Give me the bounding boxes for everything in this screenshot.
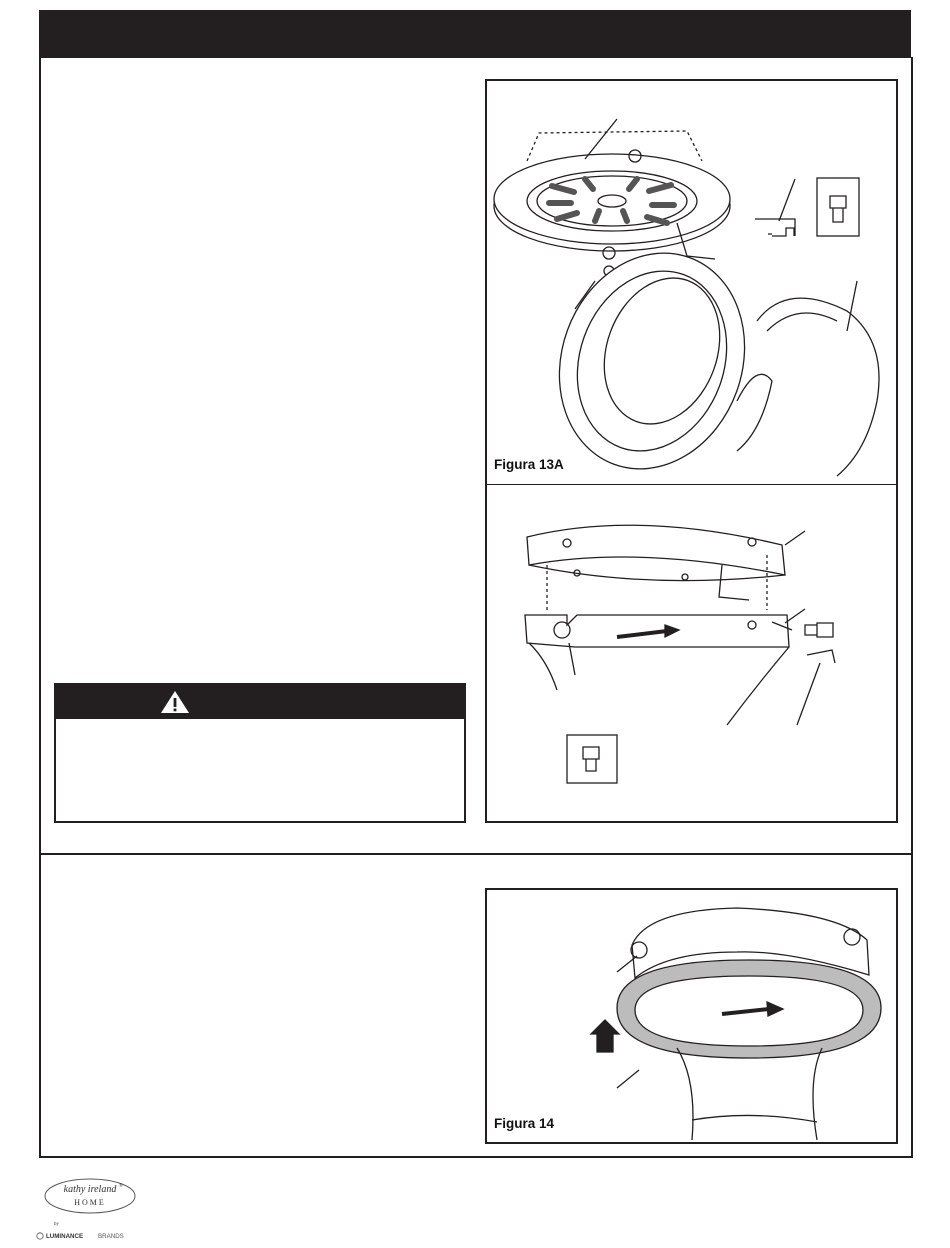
logo-brand-bold: LUMINANCE <box>46 1233 84 1240</box>
figure-14-label: Figura 14 <box>494 1116 555 1131</box>
page-header-bar <box>39 10 911 58</box>
logo-line2: HOME <box>74 1198 106 1207</box>
logo-by: by <box>54 1222 59 1227</box>
logo-brand-light: BRANDS <box>98 1233 124 1240</box>
section-divider <box>39 853 913 855</box>
warning-box <box>54 683 466 823</box>
logo-line1: kathy ireland <box>63 1184 117 1195</box>
warning-header <box>56 685 464 719</box>
figure-14-illustration <box>487 890 896 1142</box>
kathy-ireland-home-logo <box>28 1176 140 1240</box>
figure-14-panel <box>485 888 898 1144</box>
figure-13a-label: Figura 13A <box>494 457 564 472</box>
logo-registered: ® <box>119 1184 123 1189</box>
luminance-icon <box>37 1233 43 1239</box>
figure-13a-illustration <box>487 81 896 484</box>
figure-13b-illustration <box>487 485 896 819</box>
figure-13-panel <box>485 79 898 823</box>
warning-triangle-icon <box>160 690 190 714</box>
